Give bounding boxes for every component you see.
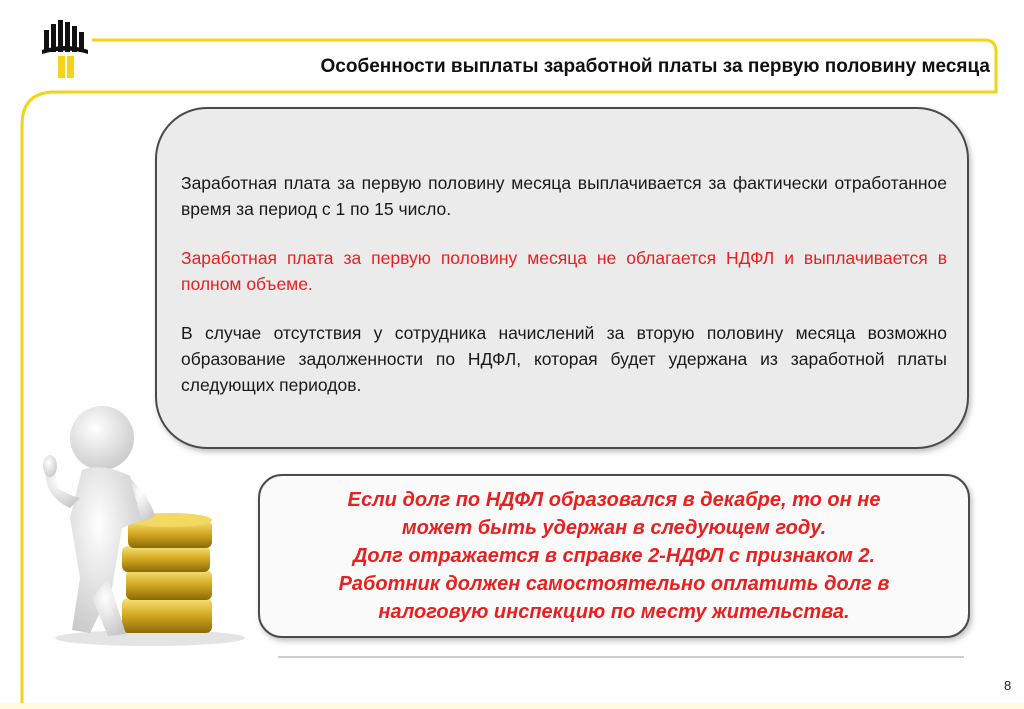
page-title: Особенности выплаты заработной платы за первую половину месяца xyxy=(320,56,990,77)
paragraph-payment-period: Заработная плата за первую половину месяца выплачивается за фактически отработанное время за период с 1 по 15 число. xyxy=(181,173,947,219)
note-line: Работник должен самостоятельно оплатить долг в xyxy=(338,573,890,595)
paragraph-tax-debt: В случае отсутствия у сотрудника начислений за вторую половину месяца возможно образование задолженности по НДФЛ, которая будет удержана из заработной платы следующих периодов. xyxy=(181,323,947,395)
company-logo xyxy=(40,20,92,78)
footer-divider xyxy=(278,656,964,658)
note-line: Долг отражается в справке 2-НДФЛ с признаком 2. xyxy=(352,545,876,567)
paragraph-tax-exempt: Заработная плата за первую половину месяца не облагается НДФЛ и выплачивается в полном объеме. xyxy=(181,248,947,294)
note-line: налоговую инспекцию по месту жительства. xyxy=(378,601,850,623)
note-line: Если долг по НДФЛ образовался в декабре, то он не xyxy=(347,489,881,511)
note-line: может быть удержан в следующем году. xyxy=(401,517,827,539)
page-number: 8 xyxy=(1004,678,1012,693)
warning-note-text xyxy=(270,486,958,626)
person-with-coins-illustration xyxy=(30,398,250,648)
